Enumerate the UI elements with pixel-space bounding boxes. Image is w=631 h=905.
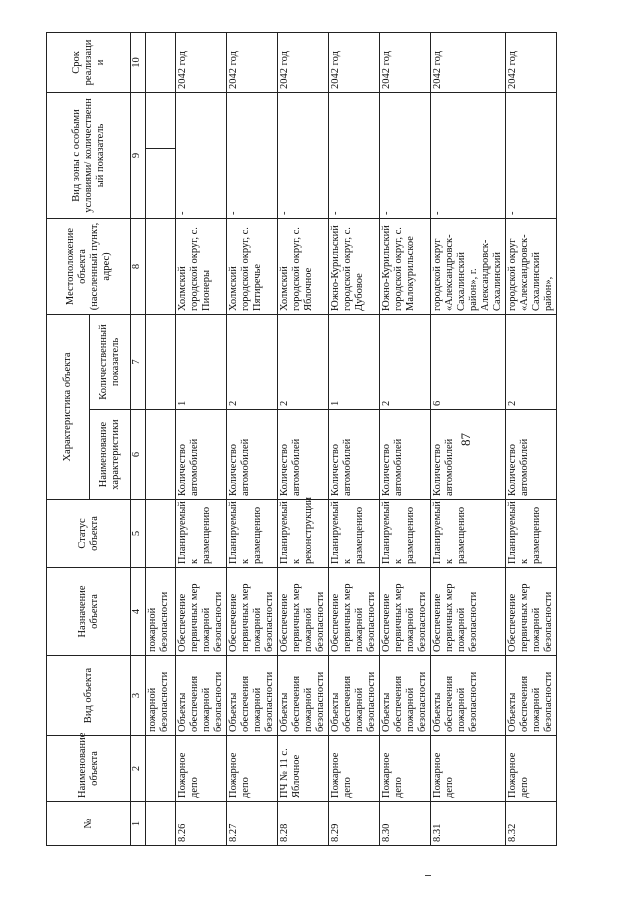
cell-term: 2042 год — [227, 32, 278, 92]
cell-char-value: 2 — [227, 315, 278, 410]
index-cell: 1 — [131, 802, 146, 846]
cell-char-value: 6 — [431, 315, 506, 410]
cell-char-value: 1 — [329, 315, 380, 410]
scan-mark — [425, 875, 431, 876]
cell-zone: - — [278, 92, 329, 218]
cell-zone: - — [506, 92, 557, 218]
cell-zone: - — [227, 92, 278, 218]
header-kind: Вид объекта — [47, 656, 131, 736]
cell-name: Пожарное депо — [176, 736, 227, 802]
cell-purpose: Обеспечение первичных мер пожарной безопасности — [176, 568, 227, 656]
cell-location: Холмский городской округ, с. Яблочное — [278, 219, 329, 315]
cell-status: Планируемый к размещению — [227, 500, 278, 568]
cell-term: 2042 год — [176, 32, 227, 92]
cell-name: ПЧ № 11 с. Яблочное — [278, 736, 329, 802]
header-status: Статус объекта — [47, 500, 131, 568]
cell-char-value: 1 — [176, 315, 227, 410]
page-number: 87 — [458, 433, 473, 446]
cell-char-value: 2 — [278, 315, 329, 410]
cell-kind: Объекты обеспечения пожарной безопасности — [506, 656, 557, 736]
index-cell: 2 — [131, 736, 146, 802]
continuation-kind: пожарной безопасности — [146, 656, 176, 736]
objects-table — [46, 32, 557, 846]
cell-status: Планируемый к размещению — [329, 500, 380, 568]
cell-location: Холмский городской округ, с. Пионеры — [176, 219, 227, 315]
cell-location: Холмский городской округ, с. Пятиречье — [227, 219, 278, 315]
cell-purpose: Обеспечение первичных мер пожарной безопасности — [380, 568, 431, 656]
cell-char-name: Количество автомобилей — [431, 410, 506, 500]
cell-kind: Объекты обеспечения пожарной безопасности — [431, 656, 506, 736]
table-row — [329, 32, 380, 845]
cell-location: Южно-Курильский городской округ, с. Малокурильское — [380, 219, 431, 315]
cell-char-value: 2 — [506, 315, 557, 410]
cell-status: Планируемый к размещению — [431, 500, 506, 568]
cell-term: 2042 год — [278, 32, 329, 92]
cell-term: 2042 год — [431, 32, 506, 92]
index-cell: 5 — [131, 500, 146, 568]
cell-location: Южно-Курильский городской округ, с. Дубовое — [329, 219, 380, 315]
header-location: Местоположение объекта (населенный пункт, адрес) — [47, 219, 131, 315]
table-row — [380, 32, 431, 845]
cell-no: 8.28 — [278, 802, 329, 846]
cell-char-name: Количество автомобилей — [506, 410, 557, 500]
table-row — [278, 32, 329, 845]
table-row — [506, 32, 557, 845]
header-row — [47, 32, 90, 845]
index-row — [131, 32, 146, 845]
index-cell: 9 — [131, 92, 146, 218]
cell-purpose: Обеспечение первичных мер пожарной безопасности — [227, 568, 278, 656]
cell-kind: Объекты обеспечения пожарной безопасности — [278, 656, 329, 736]
cell-char-name: Количество автомобилей — [176, 410, 227, 500]
index-cell: 6 — [131, 410, 146, 500]
cell-zone: - — [380, 92, 431, 218]
cell-name: Пожарное депо — [506, 736, 557, 802]
cell-char-name: Количество автомобилей — [278, 410, 329, 500]
rotated-table-wrapper — [46, 33, 554, 846]
cell-zone: - — [431, 92, 506, 218]
cell-purpose: Обеспечение первичных мер пожарной безопасности — [431, 568, 506, 656]
cell-name: Пожарное депо — [431, 736, 506, 802]
continuation-purpose: пожарной безопасности — [146, 568, 176, 656]
index-cell: 3 — [131, 656, 146, 736]
cell-location: городской округ «Александровск-Сахалинский район», — [506, 219, 557, 315]
index-cell: 8 — [131, 219, 146, 315]
cell-no: 8.29 — [329, 802, 380, 846]
index-cell: 7 — [131, 315, 146, 410]
cell-term: 2042 год — [380, 32, 431, 92]
cell-purpose: Обеспечение первичных мер пожарной безопасности — [506, 568, 557, 656]
header-term: Срок реализаци и — [47, 32, 131, 92]
cell-kind: Объекты обеспечения пожарной безопасности — [227, 656, 278, 736]
cell-status: Планируемый к размещению — [380, 500, 431, 568]
cell-purpose: Обеспечение первичных мер пожарной безопасности — [278, 568, 329, 656]
cell-kind: Объекты обеспечения пожарной безопасности — [329, 656, 380, 736]
header-purpose: Назначение объекта — [47, 568, 131, 656]
table-row — [227, 32, 278, 845]
continuation-row — [146, 32, 176, 845]
cell-status: Планируемый к размещению — [506, 500, 557, 568]
header-zone: Вид зоны с особыми условиями/ количественн ый показатель — [47, 92, 131, 218]
cell-location: городской округ «Александровск-Сахалинский район», г. Александровск-Сахалинский — [431, 219, 506, 315]
cell-no: 8.30 — [380, 802, 431, 846]
cell-no: 8.32 — [506, 802, 557, 846]
cell-name: Пожарное депо — [329, 736, 380, 802]
cell-name: Пожарное депо — [227, 736, 278, 802]
cell-term: 2042 год — [329, 32, 380, 92]
cell-kind: Объекты обеспечения пожарной безопасности — [380, 656, 431, 736]
cell-name: Пожарное депо — [380, 736, 431, 802]
cell-no: 8.31 — [431, 802, 506, 846]
cell-zone: - — [329, 92, 380, 218]
cell-status: Планируемый к реконструкции — [278, 500, 329, 568]
index-cell: 10 — [131, 32, 146, 92]
cell-char-name: Количество автомобилей — [329, 410, 380, 500]
cell-no: 8.27 — [227, 802, 278, 846]
index-cell: 4 — [131, 568, 146, 656]
table-row — [431, 32, 506, 845]
cell-char-name: Количество автомобилей — [227, 410, 278, 500]
header-char-name: Наименование характеристики — [90, 410, 131, 500]
cell-char-value: 2 — [380, 315, 431, 410]
header-characteristics: Характеристика объекта — [47, 315, 90, 500]
cell-char-name: Количество автомобилей — [380, 410, 431, 500]
header-char-value: Количественный показатель — [90, 315, 131, 410]
cell-zone: - — [176, 92, 227, 218]
cell-kind: Объекты обеспечения пожарной безопасности — [176, 656, 227, 736]
cell-purpose: Обеспечение первичных мер пожарной безопасности — [329, 568, 380, 656]
cell-term: 2042 год — [506, 32, 557, 92]
header-no: № — [47, 802, 131, 846]
header-name: Наименование объекта — [47, 736, 131, 802]
table-row — [176, 32, 227, 845]
cell-no: 8.26 — [176, 802, 227, 846]
cell-status: Планируемый к размещению — [176, 500, 227, 568]
